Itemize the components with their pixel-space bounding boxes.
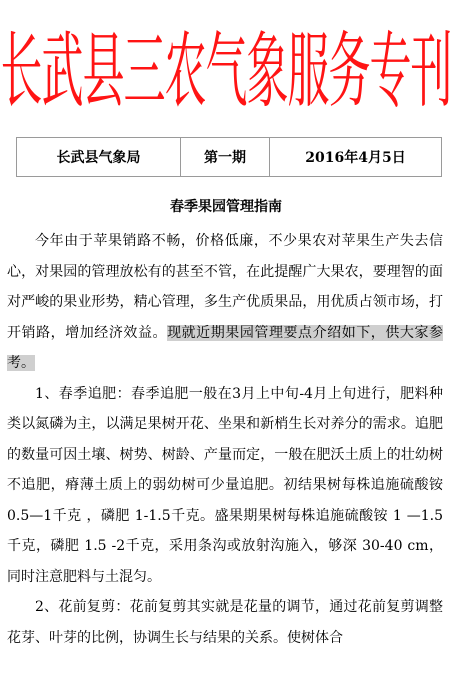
section-2-paragraph: 2、花前复剪：花前复剪其实就是花量的调节，通过花前复剪调整花芽、叶芽的比例，协调生长与结果的关系。使树体合 — [7, 599, 443, 646]
section-1-paragraph: 1、春季追肥：春季追肥一般在3月上中旬-4月上旬进行，肥料种类以氮磷为主，以满足果树开花、坐果和新梢生长对养分的需求。追肥的数量可因土壤、树势、树龄、产量而定，一般在肥沃土质上的壮幼树不追肥，瘠薄土质上的弱幼树可少量追肥。初结果树每株追施硫酸铵 0.5—1千克 ，磷肥 1-1.5千克。盛果期果树每株追施硫酸铵 1 —1.5千克，磷肥 1.5 -2千克，采用条沟或放射沟施入，够深 30-40 cm，同时注意肥料与土混匀。 — [7, 385, 443, 585]
issue-cell: 第一期 — [181, 138, 270, 177]
intro-paragraph — [7, 226, 443, 379]
article-body — [7, 226, 443, 653]
date-cell: 2016年4月5日 — [270, 138, 442, 177]
article-title: 春季果园管理指南 — [170, 199, 282, 215]
masthead — [0, 10, 452, 122]
intro-text: 今年由于苹果销路不畅，价格低廉，不少果农对苹果生产失去信心，对果园的管理放松有的甚至不管，在此提醒广大果农，要理智的面对严峻的果业形势，精心管理，多生产优质果品，用优质占领市场，打开销路，增加经济效益。 — [7, 233, 443, 341]
intro-highlight: 现就近期果园管理要点介绍如下，供大家参考。 — [7, 324, 444, 371]
info-row — [17, 138, 442, 177]
info-table — [16, 137, 442, 177]
masthead-title: 长武县三农气象服务专刊 — [0, 23, 452, 119]
agency-cell: 长武县气象局 — [17, 138, 181, 177]
